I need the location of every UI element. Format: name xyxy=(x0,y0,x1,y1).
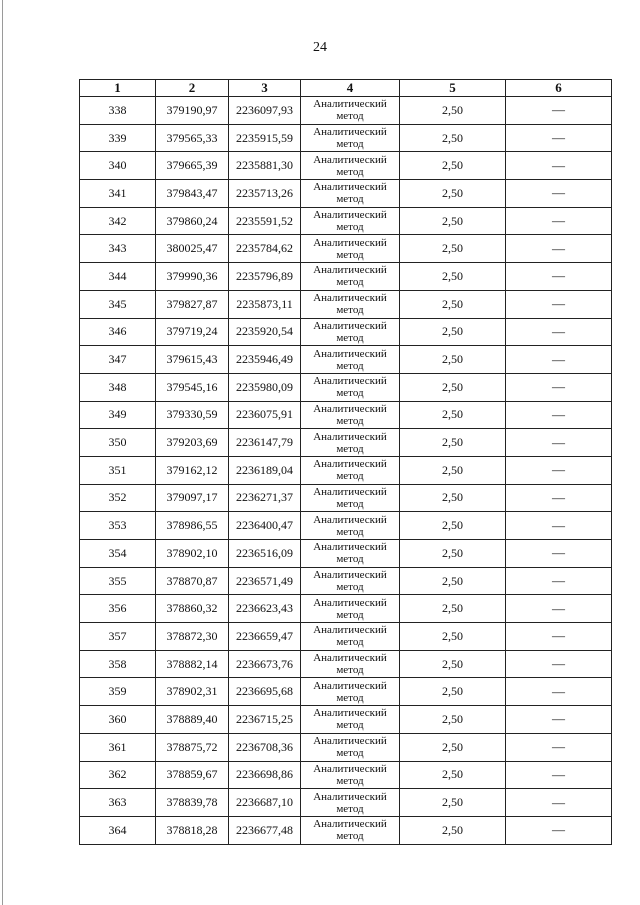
x-coordinate-cell: 379565,33 xyxy=(156,124,229,152)
y-coordinate-cell: 2236687,10 xyxy=(229,789,301,817)
method-label-line1: Аналитический xyxy=(313,181,387,194)
note-cell: — xyxy=(506,623,612,651)
table-row xyxy=(80,346,612,374)
accuracy-cell: 2,50 xyxy=(400,761,506,789)
method-cell xyxy=(301,235,400,263)
method-label-line1: Аналитический xyxy=(313,707,387,720)
method-cell xyxy=(301,706,400,734)
point-number-cell: 344 xyxy=(80,263,156,291)
table-row xyxy=(80,733,612,761)
table-row xyxy=(80,706,612,734)
method-cell xyxy=(301,567,400,595)
method-label-line2: метод xyxy=(336,331,364,344)
table-row xyxy=(80,152,612,180)
method-label-line2: метод xyxy=(336,193,364,206)
note-cell: — xyxy=(506,816,612,844)
x-coordinate-cell: 379203,69 xyxy=(156,429,229,457)
table-row xyxy=(80,429,612,457)
method-cell xyxy=(301,401,400,429)
note-cell: — xyxy=(506,373,612,401)
method-cell xyxy=(301,124,400,152)
method-label-line2: метод xyxy=(336,774,364,787)
method-label-line2: метод xyxy=(336,387,364,400)
method-label-line2: метод xyxy=(336,691,364,704)
table-row xyxy=(80,761,612,789)
accuracy-cell: 2,50 xyxy=(400,124,506,152)
header-cell: 5 xyxy=(400,80,506,97)
point-number-cell: 350 xyxy=(80,429,156,457)
method-cell xyxy=(301,540,400,568)
method-cell xyxy=(301,623,400,651)
x-coordinate-cell: 378882,14 xyxy=(156,650,229,678)
method-cell xyxy=(301,484,400,512)
note-cell: — xyxy=(506,318,612,346)
method-label-line2: метод xyxy=(336,414,364,427)
point-number-cell: 356 xyxy=(80,595,156,623)
x-coordinate-cell: 379615,43 xyxy=(156,346,229,374)
accuracy-cell: 2,50 xyxy=(400,567,506,595)
point-number-cell: 361 xyxy=(80,733,156,761)
accuracy-cell: 2,50 xyxy=(400,512,506,540)
method-label-line2: метод xyxy=(336,553,364,566)
method-cell xyxy=(301,346,400,374)
method-label-line2: метод xyxy=(336,165,364,178)
x-coordinate-cell: 379990,36 xyxy=(156,263,229,291)
method-label-line1: Аналитический xyxy=(313,679,387,692)
y-coordinate-cell: 2236075,91 xyxy=(229,401,301,429)
method-label-line2: метод xyxy=(336,719,364,732)
accuracy-cell: 2,50 xyxy=(400,97,506,125)
accuracy-cell: 2,50 xyxy=(400,373,506,401)
method-cell xyxy=(301,761,400,789)
note-cell: — xyxy=(506,789,612,817)
method-cell xyxy=(301,429,400,457)
table-row xyxy=(80,318,612,346)
accuracy-cell: 2,50 xyxy=(400,401,506,429)
note-cell: — xyxy=(506,567,612,595)
header-cell: 2 xyxy=(156,80,229,97)
table-row xyxy=(80,650,612,678)
x-coordinate-cell: 379827,87 xyxy=(156,290,229,318)
x-coordinate-cell: 379190,97 xyxy=(156,97,229,125)
y-coordinate-cell: 2236715,25 xyxy=(229,706,301,734)
point-number-cell: 352 xyxy=(80,484,156,512)
method-label-line2: метод xyxy=(336,802,364,815)
x-coordinate-cell: 379545,16 xyxy=(156,373,229,401)
note-cell: — xyxy=(506,512,612,540)
method-cell xyxy=(301,373,400,401)
method-label-line2: метод xyxy=(336,442,364,455)
table-row xyxy=(80,789,612,817)
x-coordinate-cell: 378860,32 xyxy=(156,595,229,623)
note-cell: — xyxy=(506,124,612,152)
point-number-cell: 339 xyxy=(80,124,156,152)
method-cell xyxy=(301,789,400,817)
accuracy-cell: 2,50 xyxy=(400,650,506,678)
y-coordinate-cell: 2235881,30 xyxy=(229,152,301,180)
method-label-line2: метод xyxy=(336,525,364,538)
method-label-line1: Аналитический xyxy=(313,126,387,139)
note-cell: — xyxy=(506,678,612,706)
x-coordinate-cell: 379843,47 xyxy=(156,180,229,208)
note-cell: — xyxy=(506,484,612,512)
x-coordinate-cell: 378872,30 xyxy=(156,623,229,651)
point-number-cell: 364 xyxy=(80,816,156,844)
point-number-cell: 342 xyxy=(80,207,156,235)
y-coordinate-cell: 2236097,93 xyxy=(229,97,301,125)
y-coordinate-cell: 2235796,89 xyxy=(229,263,301,291)
method-cell xyxy=(301,180,400,208)
point-number-cell: 359 xyxy=(80,678,156,706)
coordinates-table xyxy=(79,79,612,845)
point-number-cell: 345 xyxy=(80,290,156,318)
table-row xyxy=(80,678,612,706)
point-number-cell: 362 xyxy=(80,761,156,789)
header-cell: 6 xyxy=(506,80,612,97)
y-coordinate-cell: 2236271,37 xyxy=(229,484,301,512)
method-label-line2: метод xyxy=(336,276,364,289)
method-label-line1: Аналитический xyxy=(313,735,387,748)
x-coordinate-cell: 378889,40 xyxy=(156,706,229,734)
method-label-line2: метод xyxy=(336,248,364,261)
y-coordinate-cell: 2235946,49 xyxy=(229,346,301,374)
x-coordinate-cell: 378902,31 xyxy=(156,678,229,706)
note-cell: — xyxy=(506,207,612,235)
method-label-line1: Аналитический xyxy=(313,292,387,305)
method-label-line1: Аналитический xyxy=(313,319,387,332)
table-row xyxy=(80,290,612,318)
method-label-line1: Аналитический xyxy=(313,430,387,443)
table-row xyxy=(80,263,612,291)
accuracy-cell: 2,50 xyxy=(400,318,506,346)
note-cell: — xyxy=(506,263,612,291)
method-label-line1: Аналитический xyxy=(313,569,387,582)
x-coordinate-cell: 378870,87 xyxy=(156,567,229,595)
y-coordinate-cell: 2236400,47 xyxy=(229,512,301,540)
accuracy-cell: 2,50 xyxy=(400,595,506,623)
table-row xyxy=(80,207,612,235)
table-row xyxy=(80,595,612,623)
x-coordinate-cell: 378875,72 xyxy=(156,733,229,761)
point-number-cell: 338 xyxy=(80,97,156,125)
note-cell: — xyxy=(506,346,612,374)
point-number-cell: 353 xyxy=(80,512,156,540)
header-cell: 1 xyxy=(80,80,156,97)
y-coordinate-cell: 2235873,11 xyxy=(229,290,301,318)
y-coordinate-cell: 2236516,09 xyxy=(229,540,301,568)
x-coordinate-cell: 378839,78 xyxy=(156,789,229,817)
y-coordinate-cell: 2235920,54 xyxy=(229,318,301,346)
accuracy-cell: 2,50 xyxy=(400,623,506,651)
note-cell: — xyxy=(506,595,612,623)
y-coordinate-cell: 2236147,79 xyxy=(229,429,301,457)
accuracy-cell: 2,50 xyxy=(400,207,506,235)
point-number-cell: 343 xyxy=(80,235,156,263)
page-number: 24 xyxy=(313,40,327,55)
method-label-line1: Аналитический xyxy=(313,153,387,166)
y-coordinate-cell: 2236571,49 xyxy=(229,567,301,595)
accuracy-cell: 2,50 xyxy=(400,484,506,512)
x-coordinate-cell: 379162,12 xyxy=(156,456,229,484)
point-number-cell: 363 xyxy=(80,789,156,817)
method-label-line2: метод xyxy=(336,664,364,677)
accuracy-cell: 2,50 xyxy=(400,263,506,291)
table-row xyxy=(80,512,612,540)
accuracy-cell: 2,50 xyxy=(400,733,506,761)
point-number-cell: 346 xyxy=(80,318,156,346)
x-coordinate-cell: 378986,55 xyxy=(156,512,229,540)
table-row xyxy=(80,816,612,844)
method-label-line1: Аналитический xyxy=(313,264,387,277)
method-cell xyxy=(301,678,400,706)
x-coordinate-cell: 378859,67 xyxy=(156,761,229,789)
method-label-line2: метод xyxy=(336,359,364,372)
y-coordinate-cell: 2235980,09 xyxy=(229,373,301,401)
y-coordinate-cell: 2236698,86 xyxy=(229,761,301,789)
method-cell xyxy=(301,650,400,678)
point-number-cell: 355 xyxy=(80,567,156,595)
note-cell: — xyxy=(506,650,612,678)
accuracy-cell: 2,50 xyxy=(400,152,506,180)
method-label-line2: метод xyxy=(336,830,364,843)
method-cell xyxy=(301,263,400,291)
note-cell: — xyxy=(506,429,612,457)
method-label-line2: метод xyxy=(336,110,364,123)
note-cell: — xyxy=(506,456,612,484)
table-row xyxy=(80,540,612,568)
y-coordinate-cell: 2236695,68 xyxy=(229,678,301,706)
x-coordinate-cell: 379665,39 xyxy=(156,152,229,180)
table-row xyxy=(80,401,612,429)
method-label-line1: Аналитический xyxy=(313,818,387,831)
x-coordinate-cell: 379719,24 xyxy=(156,318,229,346)
note-cell: — xyxy=(506,761,612,789)
note-cell: — xyxy=(506,180,612,208)
note-cell: — xyxy=(506,540,612,568)
method-cell xyxy=(301,733,400,761)
table-row xyxy=(80,623,612,651)
table-row xyxy=(80,97,612,125)
accuracy-cell: 2,50 xyxy=(400,456,506,484)
table-row xyxy=(80,373,612,401)
point-number-cell: 348 xyxy=(80,373,156,401)
method-cell xyxy=(301,512,400,540)
table-row xyxy=(80,180,612,208)
y-coordinate-cell: 2236677,48 xyxy=(229,816,301,844)
table-row xyxy=(80,567,612,595)
note-cell: — xyxy=(506,733,612,761)
method-label-line1: Аналитический xyxy=(313,624,387,637)
method-label-line1: Аналитический xyxy=(313,485,387,498)
accuracy-cell: 2,50 xyxy=(400,429,506,457)
method-cell xyxy=(301,456,400,484)
accuracy-cell: 2,50 xyxy=(400,678,506,706)
method-label-line2: метод xyxy=(336,636,364,649)
accuracy-cell: 2,50 xyxy=(400,290,506,318)
y-coordinate-cell: 2235591,52 xyxy=(229,207,301,235)
table-row xyxy=(80,456,612,484)
table-row xyxy=(80,235,612,263)
y-coordinate-cell: 2236659,47 xyxy=(229,623,301,651)
method-label-line2: метод xyxy=(336,470,364,483)
note-cell: — xyxy=(506,235,612,263)
method-cell xyxy=(301,152,400,180)
method-label-line2: метод xyxy=(336,747,364,760)
point-number-cell: 360 xyxy=(80,706,156,734)
method-label-line2: метод xyxy=(336,497,364,510)
method-label-line2: метод xyxy=(336,138,364,151)
method-label-line1: Аналитический xyxy=(313,762,387,775)
y-coordinate-cell: 2235713,26 xyxy=(229,180,301,208)
x-coordinate-cell: 378818,28 xyxy=(156,816,229,844)
method-label-line2: метод xyxy=(336,581,364,594)
note-cell: — xyxy=(506,290,612,318)
method-cell xyxy=(301,290,400,318)
note-cell: — xyxy=(506,401,612,429)
table-row xyxy=(80,124,612,152)
method-label-line1: Аналитический xyxy=(313,209,387,222)
method-label-line1: Аналитический xyxy=(313,652,387,665)
x-coordinate-cell: 379330,59 xyxy=(156,401,229,429)
note-cell: — xyxy=(506,706,612,734)
method-label-line1: Аналитический xyxy=(313,98,387,111)
accuracy-cell: 2,50 xyxy=(400,235,506,263)
point-number-cell: 351 xyxy=(80,456,156,484)
x-coordinate-cell: 379097,17 xyxy=(156,484,229,512)
y-coordinate-cell: 2236623,43 xyxy=(229,595,301,623)
header-cell: 4 xyxy=(301,80,400,97)
method-label-line1: Аналитический xyxy=(313,402,387,415)
point-number-cell: 340 xyxy=(80,152,156,180)
accuracy-cell: 2,50 xyxy=(400,816,506,844)
table-row xyxy=(80,484,612,512)
y-coordinate-cell: 2235915,59 xyxy=(229,124,301,152)
accuracy-cell: 2,50 xyxy=(400,180,506,208)
method-label-line2: метод xyxy=(336,608,364,621)
y-coordinate-cell: 2236189,04 xyxy=(229,456,301,484)
point-number-cell: 357 xyxy=(80,623,156,651)
accuracy-cell: 2,50 xyxy=(400,789,506,817)
table-header-row xyxy=(80,80,612,97)
method-label-line2: метод xyxy=(336,221,364,234)
accuracy-cell: 2,50 xyxy=(400,540,506,568)
y-coordinate-cell: 2235784,62 xyxy=(229,235,301,263)
point-number-cell: 341 xyxy=(80,180,156,208)
method-cell xyxy=(301,318,400,346)
method-label-line2: метод xyxy=(336,304,364,317)
point-number-cell: 354 xyxy=(80,540,156,568)
method-label-line1: Аналитический xyxy=(313,375,387,388)
y-coordinate-cell: 2236673,76 xyxy=(229,650,301,678)
point-number-cell: 358 xyxy=(80,650,156,678)
method-label-line1: Аналитический xyxy=(313,513,387,526)
accuracy-cell: 2,50 xyxy=(400,706,506,734)
method-cell xyxy=(301,97,400,125)
x-coordinate-cell: 378902,10 xyxy=(156,540,229,568)
point-number-cell: 347 xyxy=(80,346,156,374)
y-coordinate-cell: 2236708,36 xyxy=(229,733,301,761)
page-edge-line xyxy=(2,0,3,905)
point-number-cell: 349 xyxy=(80,401,156,429)
header-cell: 3 xyxy=(229,80,301,97)
method-label-line1: Аналитический xyxy=(313,347,387,360)
x-coordinate-cell: 380025,47 xyxy=(156,235,229,263)
x-coordinate-cell: 379860,24 xyxy=(156,207,229,235)
method-label-line1: Аналитический xyxy=(313,458,387,471)
method-label-line1: Аналитический xyxy=(313,596,387,609)
method-cell xyxy=(301,207,400,235)
method-label-line1: Аналитический xyxy=(313,236,387,249)
method-label-line1: Аналитический xyxy=(313,541,387,554)
method-cell xyxy=(301,595,400,623)
accuracy-cell: 2,50 xyxy=(400,346,506,374)
method-label-line1: Аналитический xyxy=(313,790,387,803)
method-cell xyxy=(301,816,400,844)
note-cell: — xyxy=(506,97,612,125)
note-cell: — xyxy=(506,152,612,180)
